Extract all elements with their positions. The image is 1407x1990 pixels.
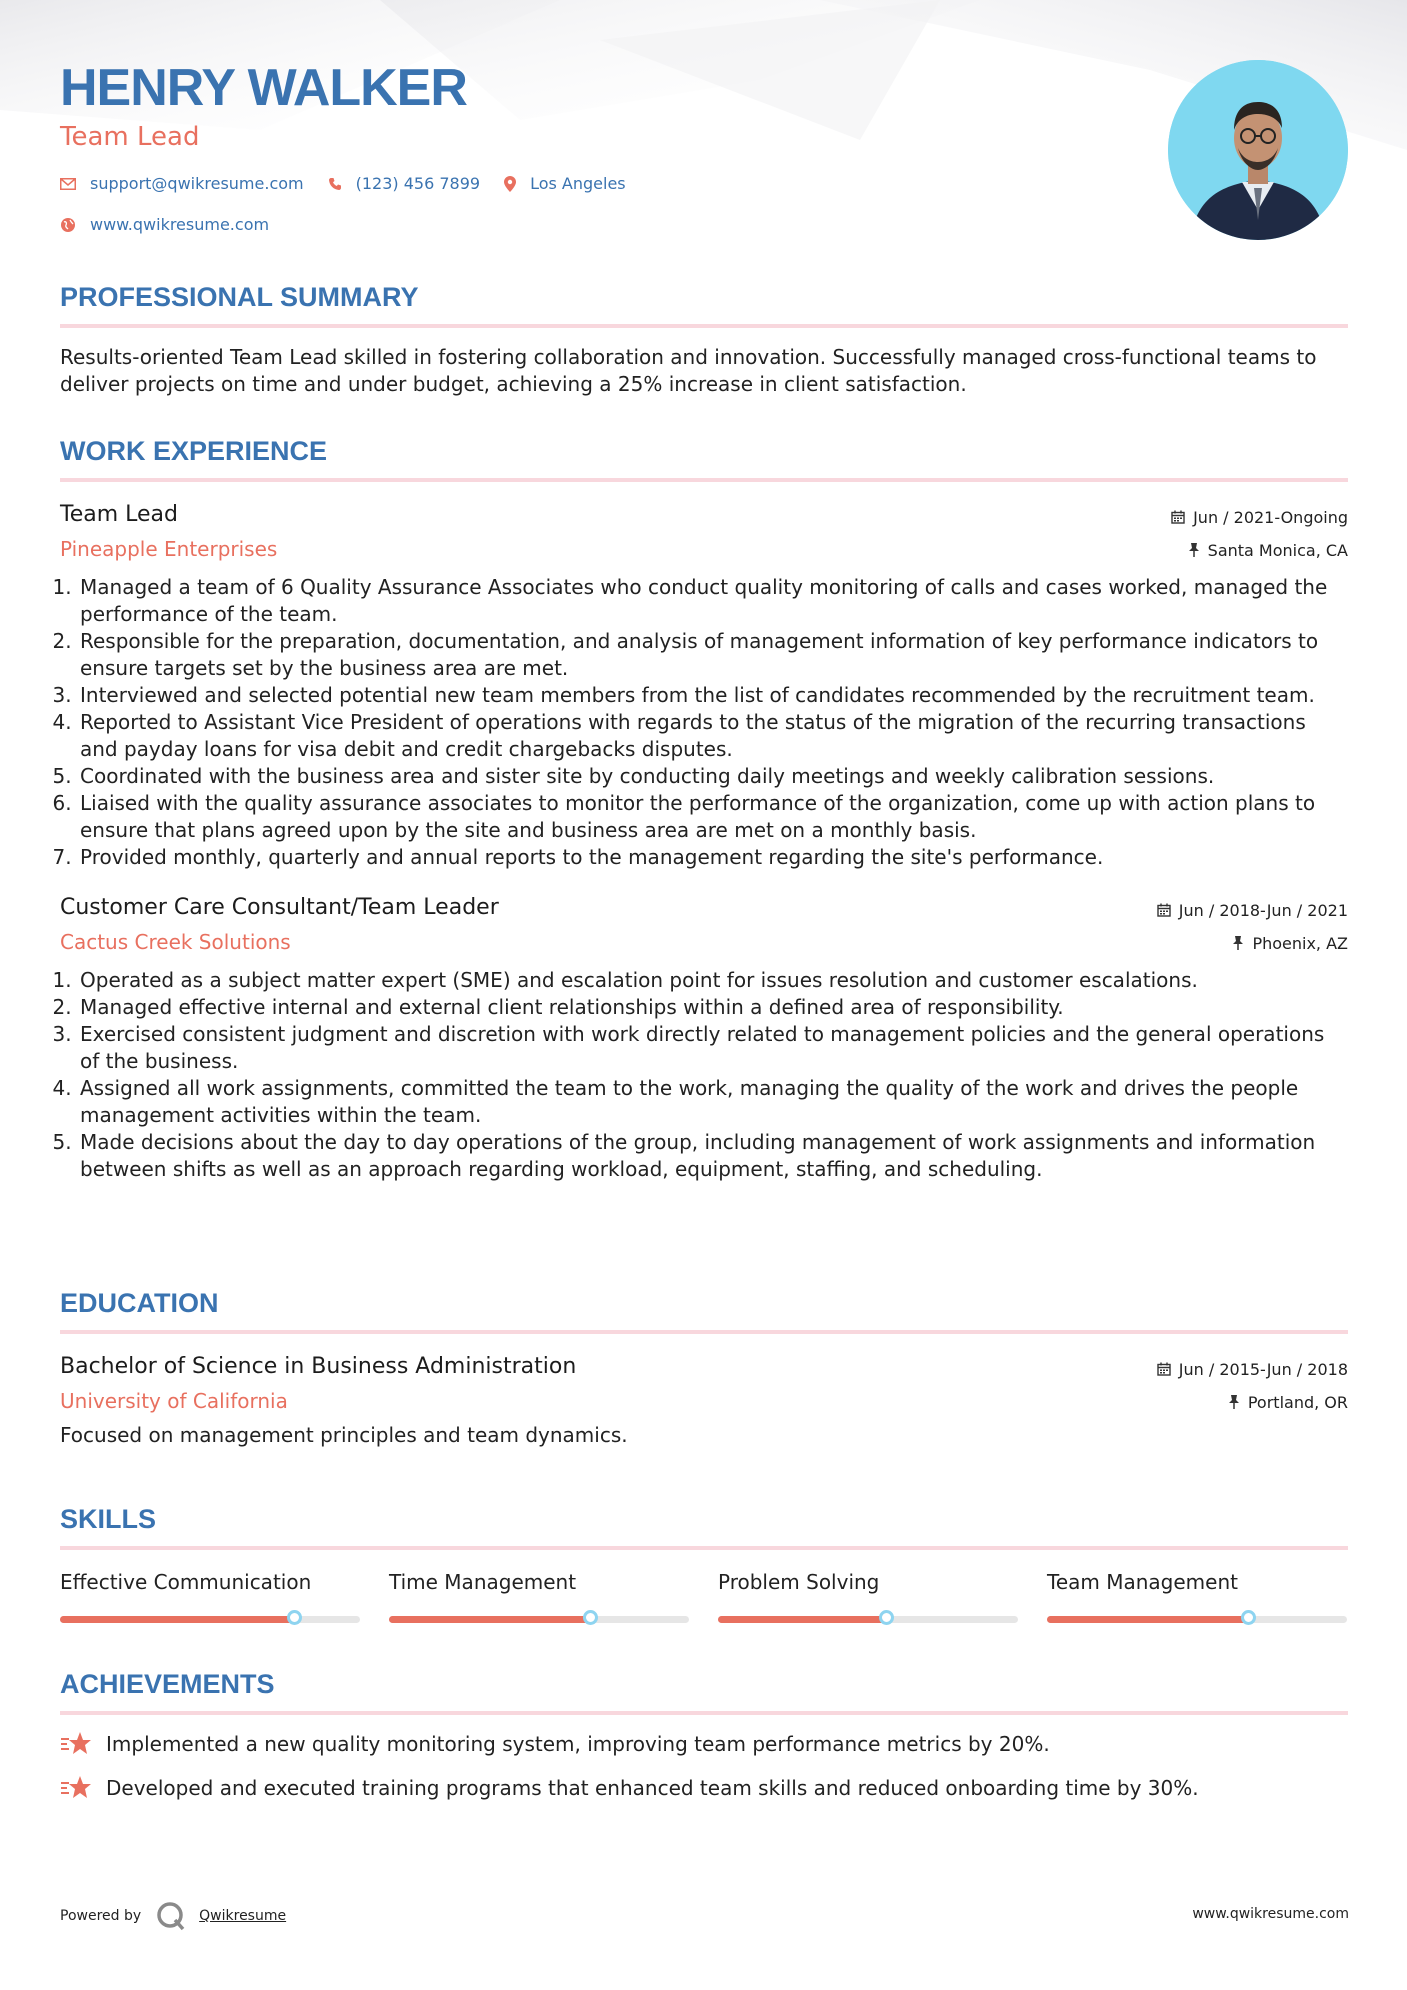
list-item: 1. Managed a team of 6 Quality Assurance Associates who conduct quality monitoring of calls and cases worked, managed the performance of the team. [78, 574, 1348, 628]
job-meta [1157, 899, 1348, 965]
list-item: 3. Exercised consistent judgment and discretion with work directly related to management policies and the general operations of the business. [78, 1021, 1348, 1075]
job-title: Customer Care Consultant/Team Leader [60, 895, 499, 920]
calendar-icon [1157, 1362, 1171, 1376]
website-row [60, 215, 1110, 234]
summary-text: Results-oriented Team Lead skilled in fostering collaboration and innovation. Successfully managed cross-functional teams to deliver projects on time and under budget, achieving a 25% increase in client satisfaction. [60, 345, 1317, 396]
contact-location [504, 174, 626, 193]
achievements-heading: ACHIEVEMENTS [60, 1669, 275, 1699]
achievement-text: Developed and executed training programs that enhanced team skills and reduced onboarding time by 30%. [106, 1776, 1199, 1800]
skill-level-bar [1047, 1616, 1347, 1623]
brand-link[interactable]: Qwikresume [199, 1908, 287, 1924]
pushpin-icon [1228, 1395, 1240, 1409]
summary-heading: PROFESSIONAL SUMMARY [60, 282, 419, 312]
phone-icon [328, 177, 342, 191]
job-meta [1171, 506, 1348, 572]
skill-level-knob [1241, 1610, 1256, 1625]
summary-section [60, 280, 1348, 398]
list-item: 4. Reported to Assistant Vice President of operations with regards to the status of the migration of the recurring transactions and payday loans for visa debit and credit chargebacks disputes. [78, 709, 1348, 763]
pushpin-icon [1232, 936, 1244, 950]
degree-title: Bachelor of Science in Business Administration [60, 1354, 577, 1379]
skills-heading: SKILLS [60, 1504, 157, 1534]
job-duties-list [60, 574, 1348, 871]
star-award-icon [60, 1731, 92, 1757]
envelope-icon [60, 178, 76, 190]
contact-row [60, 174, 1110, 193]
job-dates [1157, 899, 1348, 921]
education-description: Focused on management principles and team dynamics. [60, 1423, 628, 1447]
job-location [1171, 539, 1348, 561]
skill-item [60, 1568, 360, 1623]
education-dates-text: Jun / 2015-Jun / 2018 [1178, 1359, 1348, 1379]
list-item: 1. Operated as a subject matter expert (SME) and escalation point for issues resolution and customer escalations. [78, 967, 1348, 994]
profile-photo [1168, 60, 1348, 240]
company-name: Cactus Creek Solutions [60, 930, 291, 954]
candidate-title: Team Lead [60, 122, 200, 152]
list-item: 3. Interviewed and selected potential new team members from the list of candidates recommended by the recruitment team. [78, 682, 1348, 709]
education-heading: EDUCATION [60, 1288, 219, 1318]
skill-level-knob [287, 1610, 302, 1625]
list-item: 5. Coordinated with the business area and sister site by conducting daily meetings and weekly calibration sessions. [78, 763, 1348, 790]
skill-level-bar [60, 1616, 360, 1623]
experience-section [60, 434, 1348, 1183]
contact-email[interactable] [60, 174, 304, 193]
map-pin-icon [504, 176, 516, 192]
job-dates [1171, 506, 1348, 528]
location-text: Los Angeles [530, 174, 626, 193]
job-dates-text: Jun / 2021-Ongoing [1193, 507, 1348, 527]
job-entry [60, 893, 1348, 1183]
section-divider [60, 1546, 1348, 1550]
skill-level-knob [879, 1610, 894, 1625]
list-item: 2. Managed effective internal and external client relationships within a defined area of responsibility. [78, 994, 1348, 1021]
resume-header [60, 58, 1110, 234]
list-item: 6. Liaised with the quality assurance associates to monitor the performance of the organization, come up with action plans to ensure that plans agreed upon by the site and business area are met on a monthly basis. [78, 790, 1348, 844]
qwikresume-logo-icon [155, 1900, 187, 1932]
calendar-icon [1157, 903, 1171, 917]
list-item: 7. Provided monthly, quarterly and annual reports to the management regarding the site's performance. [78, 844, 1348, 871]
footer-url[interactable]: www.qwikresume.com [1192, 1906, 1349, 1922]
list-item: 2. Responsible for the preparation, documentation, and analysis of management information of key performance indicators to ensure targets set by the business area are met. [78, 628, 1348, 682]
skill-item [389, 1568, 689, 1623]
achievement-item [60, 1729, 1348, 1759]
candidate-name: HENRY WALKER [60, 59, 467, 117]
skill-name: Problem Solving [718, 1570, 880, 1594]
contact-phone[interactable] [328, 174, 480, 193]
website-text: www.qwikresume.com [90, 215, 270, 234]
star-award-icon [60, 1775, 92, 1801]
skill-name: Time Management [389, 1570, 577, 1594]
skill-item [1047, 1568, 1347, 1623]
calendar-icon [1171, 510, 1185, 524]
skill-name: Effective Communication [60, 1570, 312, 1594]
section-divider [60, 478, 1348, 482]
company-name: Pineapple Enterprises [60, 537, 278, 561]
education-meta [1157, 1358, 1348, 1424]
skills-section [60, 1502, 1348, 1623]
job-title: Team Lead [60, 502, 178, 527]
skill-level-fill [389, 1616, 590, 1623]
footer-powered-by [60, 1900, 286, 1932]
skill-level-fill [718, 1616, 886, 1623]
achievement-text: Implemented a new quality monitoring system, improving team performance metrics by 20%. [106, 1732, 1050, 1756]
job-location-text: Santa Monica, CA [1207, 540, 1348, 560]
education-entry [60, 1352, 1348, 1449]
powered-by-label: Powered by [60, 1908, 142, 1924]
education-dates [1157, 1358, 1348, 1380]
skill-level-fill [60, 1616, 294, 1623]
list-item: 4. Assigned all work assignments, committed the team to the work, managing the quality of the work and drives the people management activities within the team. [78, 1075, 1348, 1129]
list-item: 5. Made decisions about the day to day operations of the group, including management of work assignments and information between shifts as well as an approach regarding workload, equipment, staffing, and scheduling. [78, 1129, 1348, 1183]
skill-item [718, 1568, 1018, 1623]
skill-level-knob [583, 1610, 598, 1625]
portrait-illustration [1168, 60, 1348, 240]
achievement-item [60, 1773, 1348, 1803]
skill-level-fill [1047, 1616, 1248, 1623]
pushpin-icon [1188, 543, 1200, 557]
job-dates-text: Jun / 2018-Jun / 2021 [1178, 900, 1348, 920]
globe-icon [60, 217, 76, 233]
email-text: support@qwikresume.com [90, 174, 304, 193]
section-divider [60, 1330, 1348, 1334]
phone-text: (123) 456 7899 [355, 174, 481, 193]
job-location-text: Phoenix, AZ [1252, 933, 1348, 953]
education-location-text: Portland, OR [1247, 1392, 1348, 1412]
education-location [1157, 1391, 1348, 1413]
job-duties-list [60, 967, 1348, 1183]
skills-list [60, 1568, 1348, 1623]
section-divider [60, 324, 1348, 328]
achievements-section [60, 1667, 1348, 1803]
experience-heading: WORK EXPERIENCE [60, 436, 328, 466]
section-divider [60, 1711, 1348, 1715]
job-entry [60, 500, 1348, 871]
education-section [60, 1286, 1348, 1449]
contact-website[interactable] [60, 215, 269, 234]
skill-name: Team Management [1047, 1570, 1238, 1594]
job-location [1157, 932, 1348, 954]
skill-level-bar [389, 1616, 689, 1623]
school-name: University of California [60, 1389, 288, 1413]
skill-level-bar [718, 1616, 1018, 1623]
